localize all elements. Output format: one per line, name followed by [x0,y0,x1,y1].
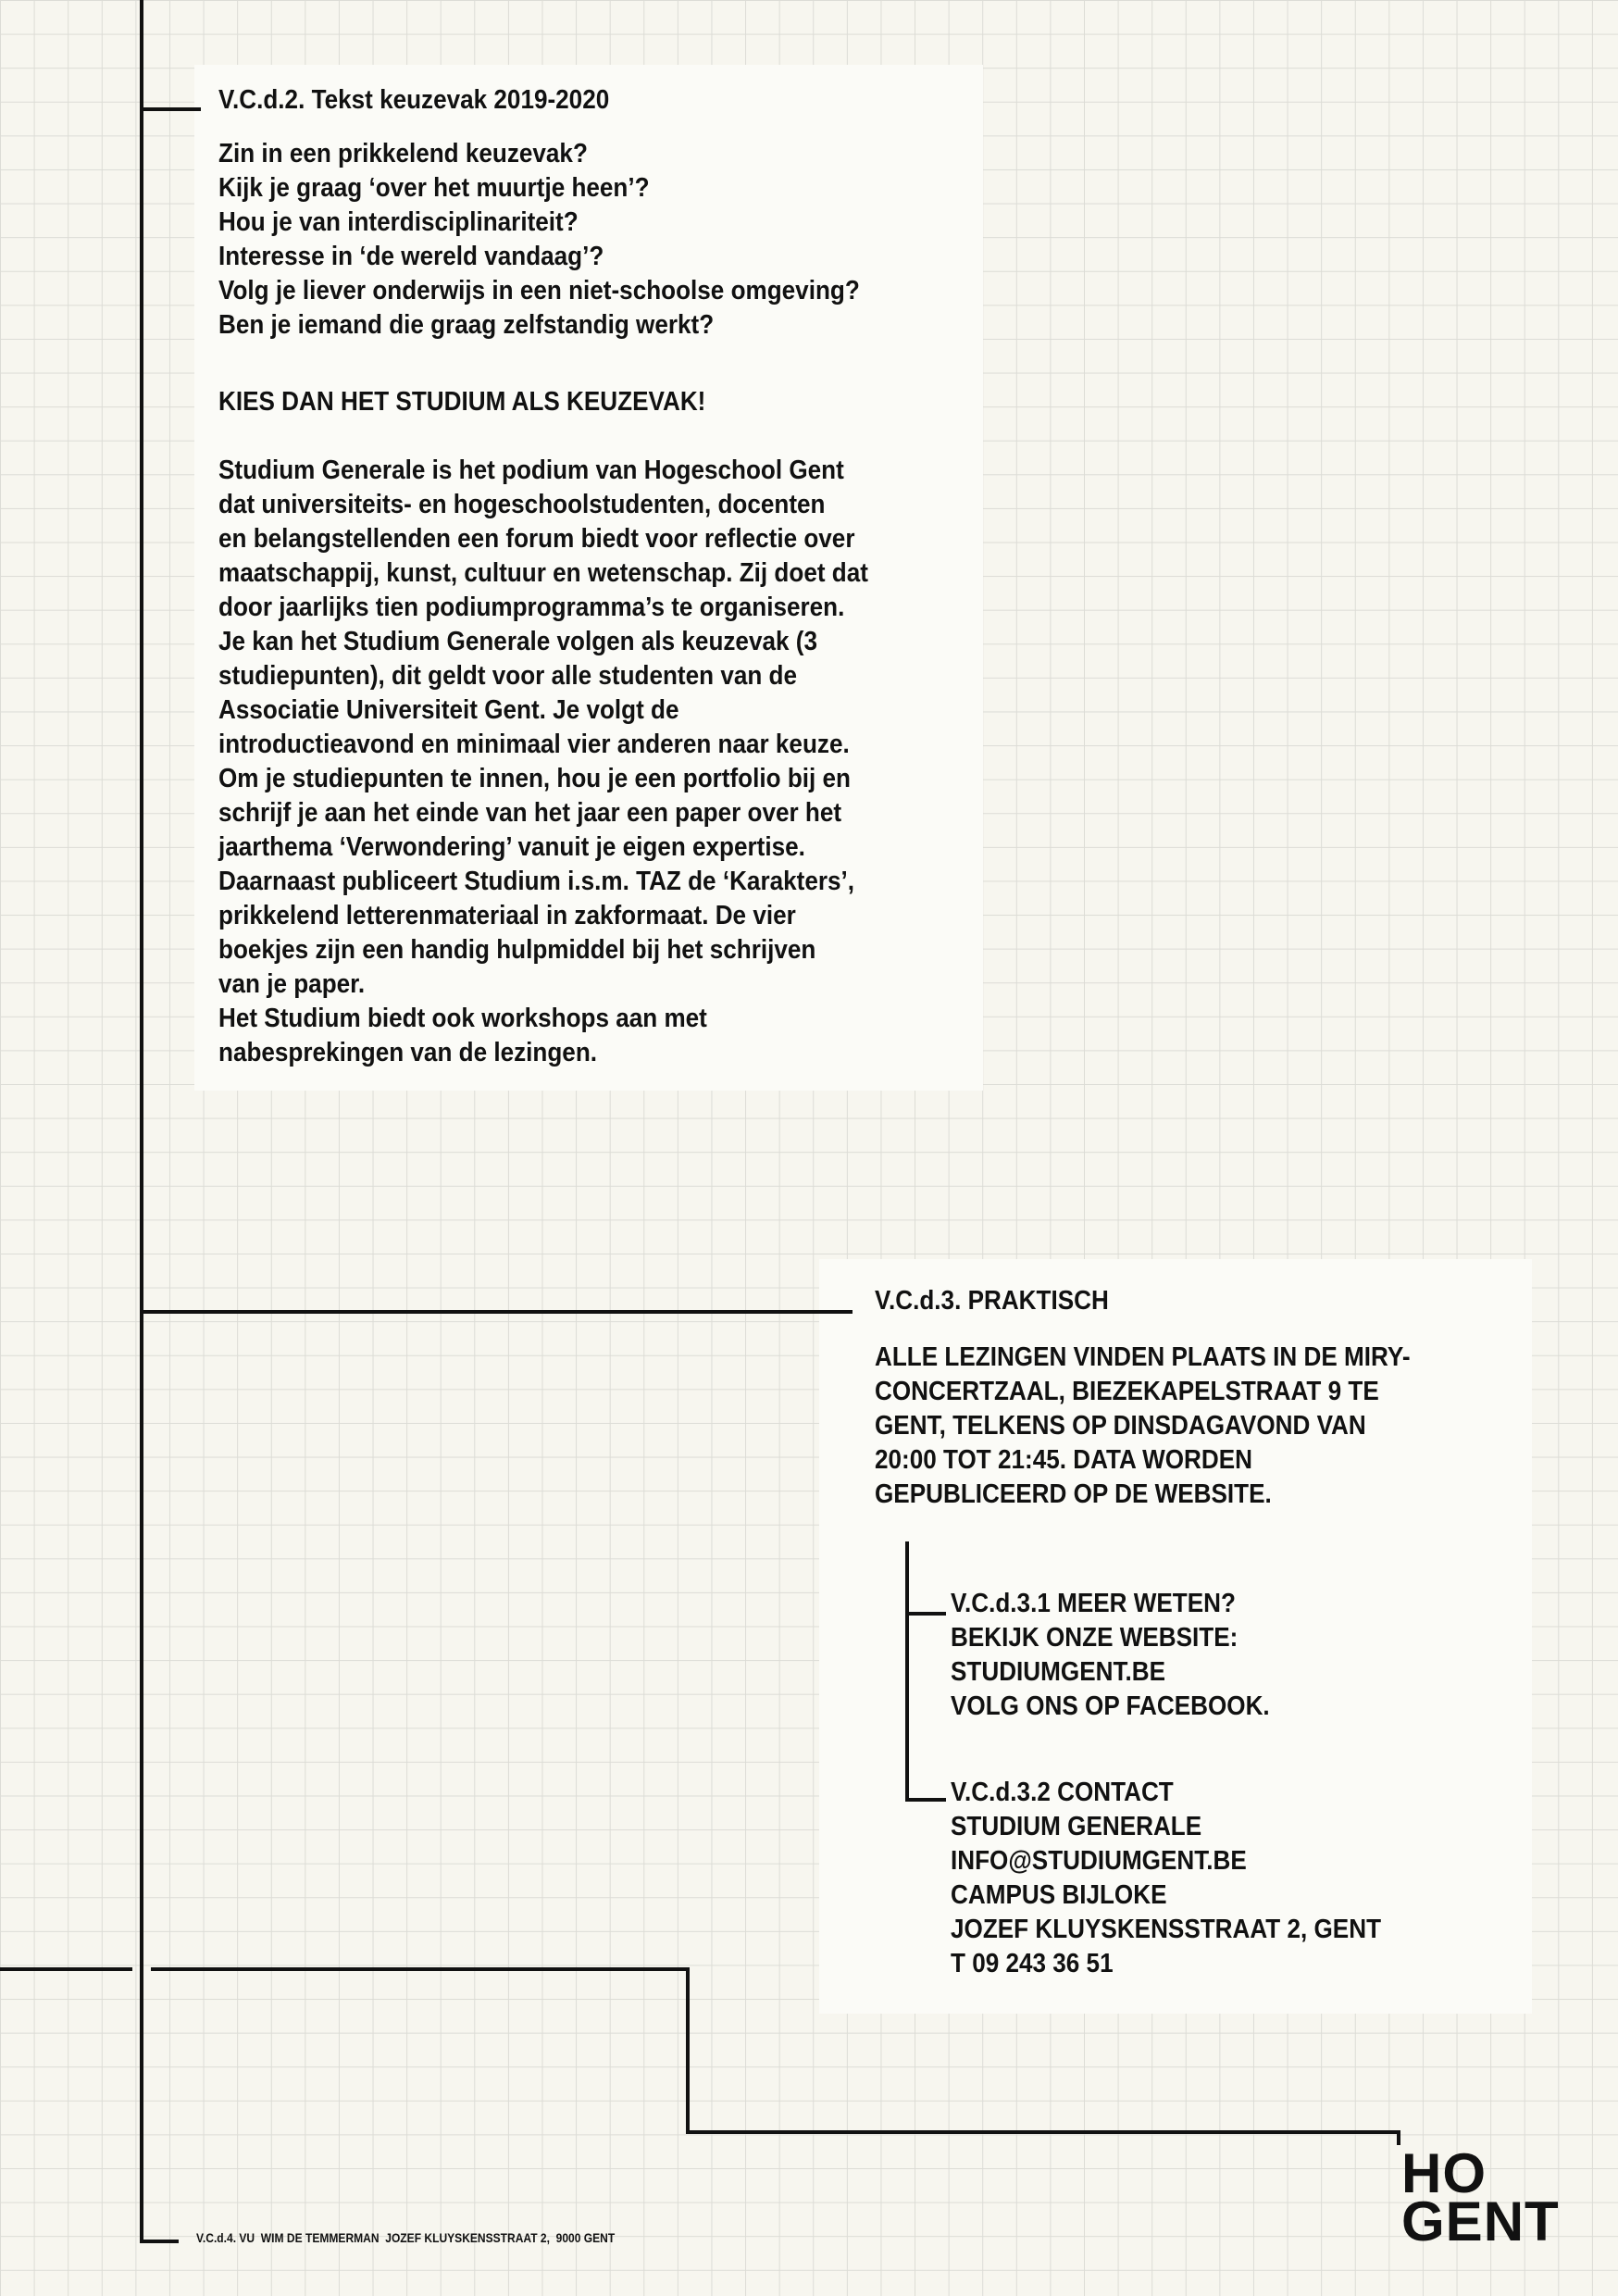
logo-line-1: HO [1401,2142,1487,2204]
body-line: nabesprekingen van de lezingen. [218,1038,598,1067]
body-line: GENT, TELKENS OP DINSDAGAVOND VAN [875,1411,1366,1441]
email-link[interactable]: INFO@STUDIUMGENT.BE [951,1846,1247,1876]
logo-line-2: GENT [1401,2190,1560,2252]
contact-heading: V.C.d.3.2 CONTACT [951,1778,1174,1807]
branch-meer-weten [905,1612,946,1616]
question-line: Zin in een prikkelend keuzevak? [218,139,588,168]
branch-footer [140,2240,179,2243]
body-line: jaarthema ‘Verwondering’ vanuit je eigen expertise. [218,832,805,862]
body-line: introductieavond en minimaal vier anderen naar keuze. [218,730,850,759]
main-vertical-line [140,0,143,2243]
body-line: ALLE LEZINGEN VINDEN PLAATS IN DE MIRY- [875,1342,1411,1372]
branch-keuzevak [140,107,201,111]
contact-line: STUDIUM GENERALE [951,1812,1202,1841]
contact-line: CAMPUS BIJLOKE [951,1880,1167,1910]
contact-line: JOZEF KLUYSKENSSTRAAT 2, GENT [951,1915,1382,1944]
connector-across [686,2130,1400,2134]
body-line: Het Studium biedt ook workshops aan met [218,1004,707,1033]
phone-line: T 09 243 36 51 [951,1949,1114,1978]
body-line: 20:00 TOT 21:45. DATA WORDEN [875,1445,1253,1475]
connector-down [686,1967,690,2134]
body-line: Associatie Universiteit Gent. Je volgt de [218,695,679,725]
question-line: Volg je liever onderwijs in een niet-schoolse omgeving? [218,276,860,306]
body-line: door jaarlijks tien podiumprogramma’s te organiseren. [218,593,845,622]
body-line: en belangstellenden een forum biedt voor reflectie over [218,524,855,554]
body-line: prikkelend letterenmateriaal in zakformaat. De vier [218,901,796,930]
question-line: Hou je van interdisciplinariteit? [218,207,579,237]
branch-left-stub [0,1967,132,1971]
praktisch-heading: V.C.d.3. PRAKTISCH [875,1286,1109,1316]
body-line: Om je studiepunten te innen, hou je een portfolio bij en [218,764,851,793]
body-line: schrijf je aan het einde van het jaar een paper over het [218,798,842,828]
footer-vu: V.C.d.4. VU WIM DE TEMMERMAN JOZEF KLUYSKENSSTRAAT 2, 9000 GENT [196,2230,616,2245]
keuzevak-callout: KIES DAN HET STUDIUM ALS KEUZEVAK! [218,387,706,417]
body-line: dat universiteits- en hogeschoolstudenten, docenten [218,490,826,519]
connector-logo-tick [1397,2130,1400,2145]
body-line: Studium Generale is het podium van Hogeschool Gent [218,455,844,485]
question-line: Kijk je graag ‘over het muurtje heen’? [218,173,650,203]
website-link[interactable]: STUDIUMGENT.BE [951,1657,1166,1687]
body-line: CONCERTZAAL, BIEZEKAPELSTRAAT 9 TE [875,1377,1379,1406]
branch-praktisch [140,1310,853,1314]
sub-vertical-line [905,1541,909,1802]
facebook-line: VOLG ONS OP FACEBOOK. [951,1691,1270,1721]
body-line: van je paper. [218,969,366,999]
keuzevak-heading: V.C.d.2. Tekst keuzevak 2019-2020 [218,85,610,115]
body-line: studiepunten), dit geldt voor alle studenten van de [218,661,798,691]
question-line: Interesse in ‘de wereld vandaag’? [218,242,604,271]
body-line: Je kan het Studium Generale volgen als keuzevak (3 [218,627,817,656]
body-line: GEPUBLICEERD OP DE WEBSITE. [875,1479,1272,1509]
branch-contact [905,1798,946,1802]
body-line: maatschappij, kunst, cultuur en wetenschap. Zij doet dat [218,558,868,588]
meer-weten-heading: V.C.d.3.1 MEER WETEN? [951,1589,1236,1618]
body-line: Daarnaast publiceert Studium i.s.m. TAZ de ‘Karakters’, [218,867,855,896]
meer-weten-line: BEKIJK ONZE WEBSITE: [951,1623,1238,1653]
body-line: boekjes zijn een handig hulpmiddel bij het schrijven [218,935,816,965]
question-line: Ben je iemand die graag zelfstandig werkt? [218,310,715,340]
branch-right-stub [151,1967,690,1971]
